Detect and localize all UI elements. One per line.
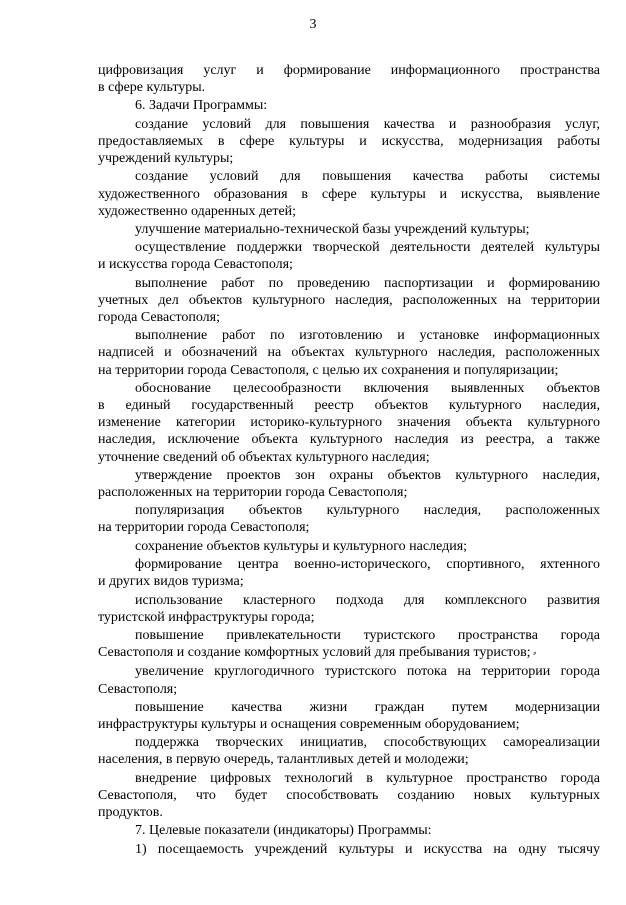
- paragraph: [98, 221, 600, 238]
- text-line: повышение привлекательности туристского пространства города: [135, 627, 600, 643]
- text-line: осуществление поддержки творческой деятельности деятелей культуры: [135, 240, 600, 256]
- text-line: повышение качества жизни граждан путем модернизации: [135, 699, 600, 715]
- text-line: инфраструктуры культуры и оснащения современным оборудованием;: [98, 717, 520, 733]
- text-line: 6. Задачи Программы:: [135, 98, 268, 114]
- paragraph: [98, 556, 600, 590]
- text-line: использование кластерного подхода для комплексного развития: [135, 592, 600, 608]
- text-line: туристской инфраструктуры города;: [98, 609, 315, 625]
- paragraph: [98, 275, 600, 326]
- text-line: надписей и обозначений на объектах культурного наследия, расположенных: [98, 345, 600, 361]
- text-line: 1) посещаемость учреждений культуры и искусства на одну тысячу: [135, 841, 600, 857]
- paragraph: [98, 627, 600, 662]
- text-line: формирование центра военно-исторического, спортивного, яхтенного: [135, 557, 600, 573]
- paragraph: [98, 327, 600, 378]
- text-line: создание условий для повышения качества и разнообразия услуг,: [135, 116, 600, 132]
- text-line: на территории города Севастополя;: [98, 520, 310, 536]
- paragraph: [98, 699, 600, 733]
- paragraph: [98, 239, 600, 273]
- stray-mark: ⸗: [530, 648, 537, 660]
- text-line: в сфере культуры.: [98, 80, 206, 96]
- paragraph: [98, 467, 600, 501]
- text-line: популяризация объектов культурного наследия, расположенных: [135, 503, 600, 519]
- text-line: на территории города Севастополя, с целью их сохранения и популяризации;: [98, 362, 559, 378]
- paragraph: [98, 502, 600, 536]
- paragraph: [98, 168, 600, 219]
- text-line: цифровизация услуг и формирование информационного пространства: [98, 63, 600, 78]
- text-line: изменение категории историко-культурного значения объекта культурного: [98, 415, 600, 431]
- text-line: сохранение объектов культуры и культурного наследия;: [135, 538, 468, 554]
- page-number: 3: [309, 17, 317, 32]
- text-line: и искусства города Севастополя;: [98, 257, 293, 273]
- text-line: Севастополя, что будет способствовать созданию новых культурных: [98, 787, 600, 803]
- paragraph: [98, 62, 600, 96]
- paragraph: [98, 97, 600, 114]
- text-line: художественно одаренных детей;: [98, 203, 297, 219]
- text-line: предоставляемых в сфере культуры и искусства, модернизация работы: [98, 133, 600, 149]
- paragraph: [98, 380, 600, 466]
- text-line: утверждение проектов зон охраны объектов культурного наследия,: [135, 467, 600, 483]
- text-line: улучшение материально-технической базы учреждений культуры;: [135, 221, 530, 237]
- text-line: выполнение работ по проведению паспортизации и формированию: [135, 275, 600, 291]
- paragraph: [98, 116, 600, 167]
- text-line: наследия, исключение объекта культурного наследия из реестра, а также: [98, 432, 600, 448]
- text-line: продуктов.: [98, 805, 163, 821]
- text-line: выполнение работ по изготовлению и установке информационных: [135, 328, 600, 344]
- text-line: увеличение круглогодичного туристского потока на территории города: [135, 664, 600, 680]
- paragraph: [98, 538, 600, 555]
- text-line: в единый государственный реестр объектов культурного наследия,: [98, 398, 600, 414]
- text-line: расположенных на территории города Севастополя;: [98, 485, 408, 501]
- text-line: и других видов туризма;: [98, 574, 244, 590]
- paragraph: [98, 770, 600, 821]
- text-line: города Севастополя;: [98, 310, 220, 326]
- text-line: Севастополя;: [98, 681, 178, 697]
- text-line: художественного образования в сфере культуры и искусства, выявление: [98, 186, 600, 202]
- text-line: создание условий для повышения качества работы системы: [135, 169, 600, 185]
- text-line: обоснование целесообразности включения выявленных объектов: [135, 380, 600, 396]
- text-line: Севастополя и создание комфортных условий для пребывания туристов; ⸗: [98, 645, 537, 661]
- text-line: учетных дел объектов культурного наследия, расположенных на территории: [98, 292, 600, 308]
- paragraph: [98, 663, 600, 697]
- paragraph: [98, 592, 600, 626]
- paragraph: [98, 734, 600, 768]
- text-line: поддержка творческих инициатив, способствующих самореализации: [135, 735, 600, 751]
- text-line: населения, в первую очередь, талантливых детей и молодежи;: [98, 752, 469, 768]
- document-body: [98, 62, 600, 859]
- text-line: уточнение сведений об объектах культурного наследия;: [98, 449, 430, 465]
- paragraph: [98, 841, 600, 858]
- paragraph: [98, 822, 600, 839]
- text-line: 7. Целевые показатели (индикаторы) Программы:: [135, 823, 432, 839]
- text-line: внедрение цифровых технологий в культурное пространство города: [135, 770, 600, 786]
- text-line: учреждений культуры;: [98, 151, 234, 167]
